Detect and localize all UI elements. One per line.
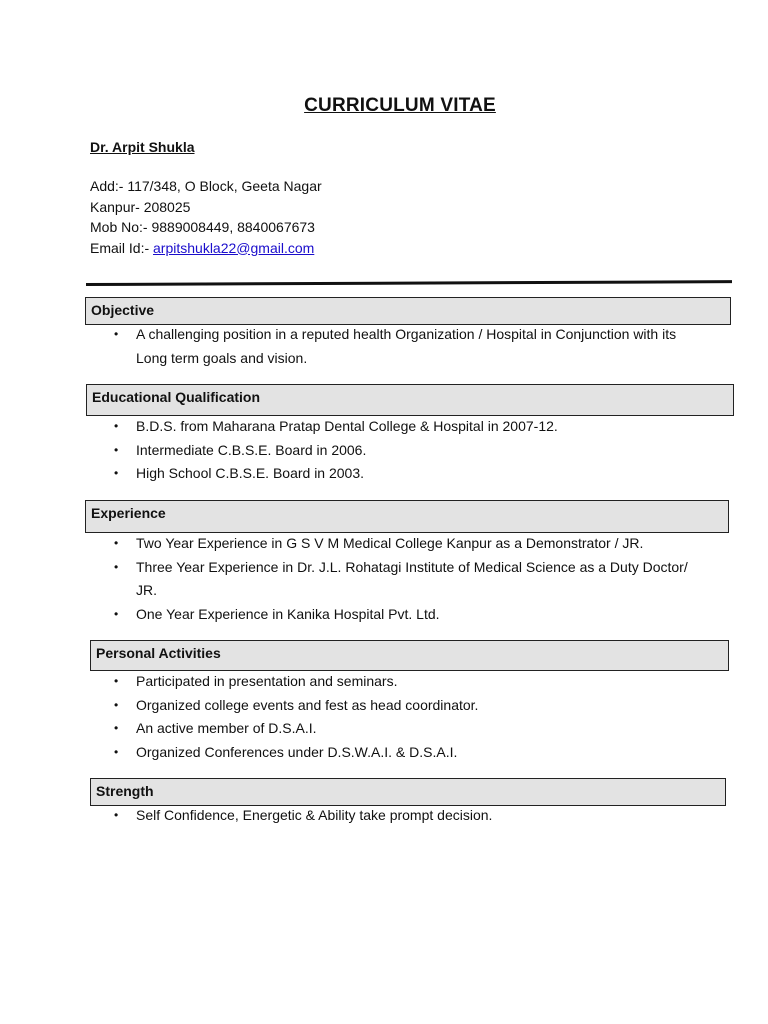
list-item-text: B.D.S. from Maharana Pratap Dental College & Hospital in 2007-12. [136,418,558,434]
bullet-icon: • [114,697,119,712]
list-item-text: Organized Conferences under D.S.W.A.I. & D.S.A.I. [136,743,458,760]
header-divider [86,280,732,286]
email-line [90,238,322,259]
section-heading-experience: Experience [85,500,729,533]
bullet-icon: • [114,674,119,688]
list-item [112,670,696,694]
list-item-text: Participated in presentation and seminars. [136,673,398,689]
section-heading-education: Educational Qualification [86,384,734,416]
list-item [112,717,696,741]
mobile-numbers: Mob No:- 9889008449, 8840067673 [90,219,315,235]
list-item [112,532,696,556]
list-item [112,694,696,718]
objective-list [112,323,696,370]
bullet-icon: • [114,744,119,759]
section-heading-objective: Objective [85,297,731,325]
list-item-text: Three Year Experience in Dr. J.L. Rohatagi Institute of Medical Science as a Duty Doctor/ JR. [136,558,688,598]
bullet-icon: • [114,419,119,433]
bullet-icon: • [114,466,119,480]
bullet-icon: • [114,327,119,341]
section-heading-activities: Personal Activities [90,640,729,671]
bullet-icon: • [114,721,119,735]
activities-list [112,670,696,764]
list-item-text: Organized college events and fest as head coordinator. [136,696,479,713]
strength-list [112,804,696,828]
bullet-icon: • [114,559,119,574]
list-item-text: Self Confidence, Energetic & Ability take prompt decision. [136,807,493,823]
contact-block [90,176,322,258]
list-item-text: Intermediate C.B.S.E. Board in 2006. [136,441,367,458]
page-title: CURRICULUM VITAE [304,95,496,116]
address-line-1: Add:- 117/348, O Block, Geeta Nagar [90,178,322,194]
list-item-text: A challenging position in a reputed health Organization / Hospital in Conjunction with its Long term goals and vision. [136,326,677,366]
list-item [112,415,696,439]
email-label: Email Id:- [90,239,154,256]
experience-list [112,532,696,626]
list-item [112,323,696,370]
email-link[interactable]: arpitshukla22@gmail.com [153,239,315,256]
bullet-icon: • [114,808,119,822]
list-item [112,556,696,603]
candidate-name: Dr. Arpit Shukla [90,139,195,155]
list-item-text: One Year Experience in Kanika Hospital Pvt. Ltd. [136,605,440,622]
list-item-text: High School C.B.S.E. Board in 2003. [136,465,365,481]
list-item [112,741,696,765]
list-item-text: Two Year Experience in G S V M Medical College Kanpur as a Demonstrator / JR. [136,535,644,551]
list-item [112,603,696,627]
list-item [112,462,696,486]
list-item [112,804,696,828]
list-item [112,439,696,463]
section-heading-strength: Strength [90,778,726,806]
education-list [112,415,696,486]
address-line-2: Kanpur- 208025 [90,198,191,215]
bullet-icon: • [114,442,119,457]
bullet-icon: • [114,536,119,550]
bullet-icon: • [114,606,119,621]
list-item-text: An active member of D.S.A.I. [136,720,317,736]
